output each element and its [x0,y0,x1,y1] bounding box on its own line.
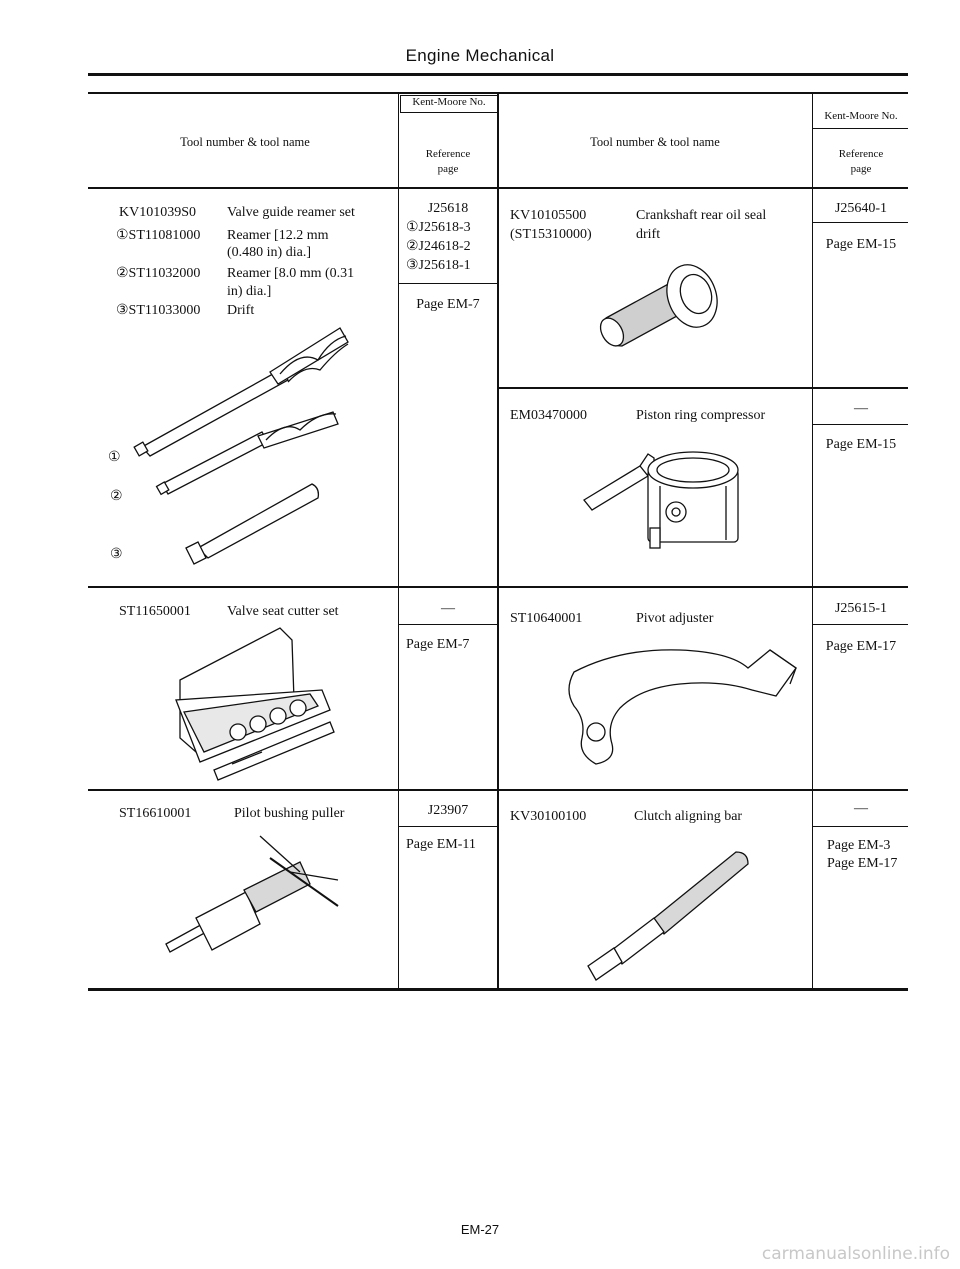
part-name: (0.480 in) dia.] [227,245,311,260]
kent-moore-number: J25615-1 [834,601,888,616]
reference-page: Page EM-3 [827,838,891,853]
kent-moore-number: — [854,401,868,416]
reference-page: Page EM-11 [406,837,476,852]
tool-name: Clutch aligning bar [634,809,743,824]
tool-number: KV101039S0 [119,205,197,220]
page-number: EM-27 [460,1222,500,1237]
page-header: Engine Mechanical [405,46,555,65]
left-header-tool: Tool number & tool name [180,135,310,149]
left-header-kent-moore: Kent-Moore No. [400,95,498,113]
tool-number: EM03470000 [510,408,587,423]
right-header-reference-page: page [850,163,872,175]
part-number: ③ST11033000 [116,303,201,318]
figure-label: ② [110,489,123,504]
watermark: carmanualsonline.info [761,1244,950,1264]
tool-name: Pilot bushing puller [234,806,345,821]
tool-name: Valve seat cutter set [227,604,339,619]
part-name: in) dia.] [227,284,272,299]
reference-page: Page EM-15 [825,237,897,252]
part-number: ②ST11032000 [116,266,201,281]
part-name: Reamer [8.0 mm (0.31 [227,266,355,281]
kent-moore-number: ②J24618-2 [406,239,471,254]
kent-moore-number: J25618 [427,201,469,216]
left-header-reference-page: page [437,163,459,175]
figure-label: ① [108,450,121,465]
part-name: Drift [227,303,255,318]
tool-number: (ST15310000) [510,227,592,242]
kent-moore-number: — [854,801,868,816]
tool-number: ST10640001 [510,611,583,626]
reference-page: Page EM-17 [827,856,898,871]
right-header-reference: Reference [838,148,884,160]
tool-name: drift [636,227,661,242]
kent-moore-number: J25640-1 [834,201,888,216]
part-name: Reamer [12.2 mm [227,228,329,243]
kent-moore-number: ①J25618-3 [406,220,471,235]
kent-moore-number: — [441,601,455,616]
right-header-kent-moore: Kent-Moore No. [824,110,898,122]
reference-page: Page EM-15 [825,437,897,452]
reference-page: Page EM-7 [416,297,480,312]
right-header-tool: Tool number & tool name [590,135,720,149]
tool-number: ST16610001 [119,806,192,821]
tool-name: Piston ring compressor [636,408,766,423]
tool-number: ST11650001 [119,604,191,619]
tool-number: KV30100100 [510,809,587,824]
tool-number: KV10105500 [510,208,587,223]
tool-name: Valve guide reamer set [227,205,355,220]
figure-label: ③ [110,547,123,562]
part-number: ①ST11081000 [116,228,201,243]
left-header-reference: Reference [425,148,471,160]
table-bottom-rule [88,988,908,991]
kent-moore-number: J23907 [427,803,469,818]
kent-moore-number: ③J25618-1 [406,258,471,273]
tool-name: Pivot adjuster [636,611,714,626]
tool-name: Crankshaft rear oil seal [636,208,767,223]
reference-page: Page EM-17 [825,639,897,654]
reference-page: Page EM-7 [406,637,470,652]
